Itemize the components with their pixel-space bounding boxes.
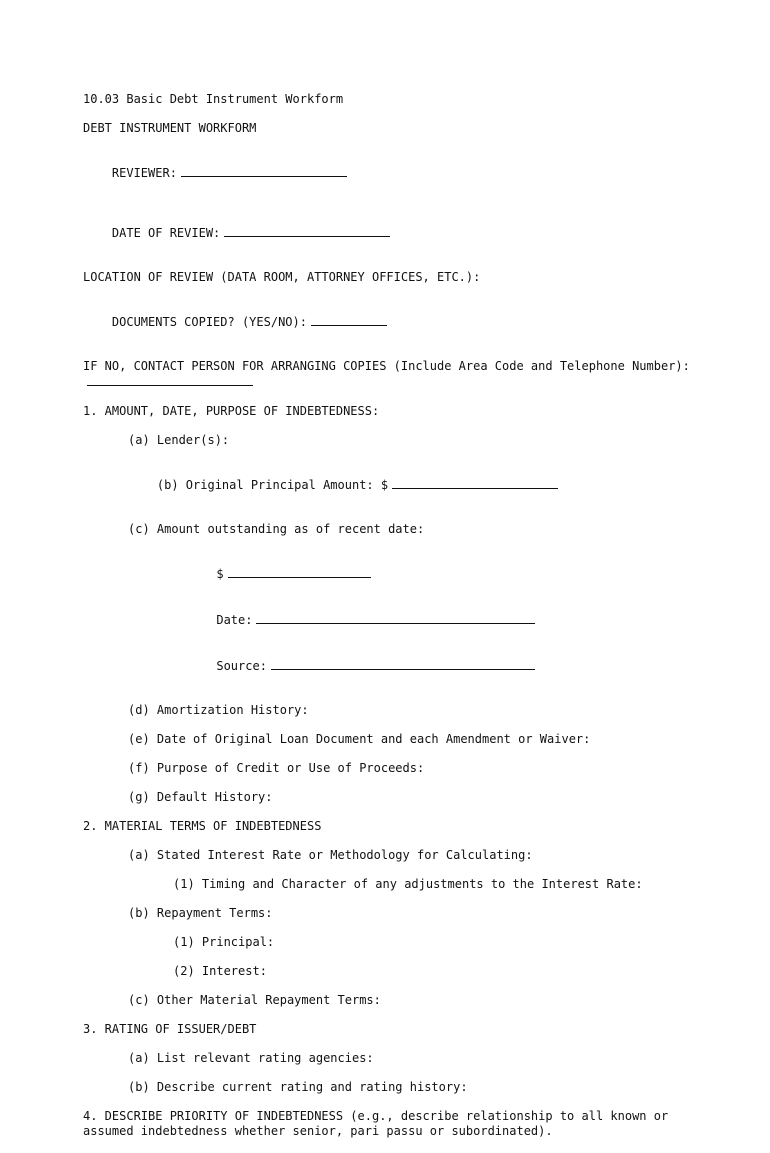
amount-date-label: Date: <box>216 613 253 627</box>
section1-item-b-row <box>83 462 703 508</box>
contact-person-label: IF NO, CONTACT PERSON FOR ARRANGING COPIES (Include Area Code and Telephone Number): <box>83 359 690 373</box>
section2-item-b2: (2) Interest: <box>173 964 267 978</box>
section1-item-a: (a) Lender(s): <box>128 433 230 447</box>
section3-item-a: (a) List relevant rating agencies: <box>128 1051 374 1065</box>
section1-title: 1. AMOUNT, DATE, PURPOSE OF INDEBTEDNESS: <box>83 404 380 418</box>
location-of-review-label: LOCATION OF REVIEW (DATA ROOM, ATTORNEY OFFICES, ETC.): <box>83 270 481 284</box>
document-heading: 10.03 Basic Debt Instrument Workform <box>83 92 344 106</box>
section2-title: 2. MATERIAL TERMS OF INDEBTEDNESS <box>83 819 322 833</box>
amount-source-label: Source: <box>216 659 267 673</box>
date-of-review-row <box>83 210 703 256</box>
reviewer-blank[interactable] <box>181 165 347 177</box>
section3-title: 3. RATING OF ISSUER/DEBT <box>83 1022 257 1036</box>
date-of-review-label: DATE OF REVIEW: <box>111 226 221 240</box>
section1-item-f: (f) Purpose of Credit or Use of Proceeds: <box>128 761 425 775</box>
original-principal-blank[interactable] <box>392 477 558 489</box>
contact-person-row <box>83 359 703 390</box>
section2-item-b1: (1) Principal: <box>173 935 275 949</box>
reviewer-row <box>83 150 703 196</box>
section1-item-g: (g) Default History: <box>128 790 273 804</box>
section4-title: 4. DESCRIBE PRIORITY OF INDEBTEDNESS (e.g., describe relationship to all known or assumed indebtedness whether senior, pari passu or subordinated). <box>83 1109 669 1138</box>
amount-dollar-row <box>173 551 703 597</box>
amount-outstanding-block <box>83 551 703 689</box>
amount-date-row <box>173 597 703 643</box>
amount-dollar-blank[interactable] <box>228 566 371 578</box>
amount-source-blank[interactable] <box>271 658 535 670</box>
document-subheading: DEBT INSTRUMENT WORKFORM <box>83 121 257 135</box>
documents-copied-label: DOCUMENTS COPIED? (YES/NO): <box>111 315 307 329</box>
amount-date-blank[interactable] <box>256 612 535 624</box>
documents-copied-blank[interactable] <box>311 314 387 326</box>
section1-item-b-label: (b) Original Principal Amount: $ <box>156 478 389 492</box>
contact-person-blank[interactable] <box>87 374 253 386</box>
section2-item-b: (b) Repayment Terms: <box>128 906 273 920</box>
section2-item-a1: (1) Timing and Character of any adjustments to the Interest Rate: <box>173 877 643 891</box>
date-of-review-blank[interactable] <box>224 225 390 237</box>
workform-page <box>83 92 703 1153</box>
section2-item-c: (c) Other Material Repayment Terms: <box>128 993 381 1007</box>
section1-item-c: (c) Amount outstanding as of recent date: <box>128 522 425 536</box>
section1-item-d: (d) Amortization History: <box>128 703 309 717</box>
section1-item-e: (e) Date of Original Loan Document and each Amendment or Waiver: <box>128 732 591 746</box>
section2-item-a: (a) Stated Interest Rate or Methodology for Calculating: <box>128 848 533 862</box>
amount-source-row <box>173 643 703 689</box>
section3-item-b: (b) Describe current rating and rating history: <box>128 1080 468 1094</box>
documents-copied-row <box>83 299 703 345</box>
amount-dollar-label: $ <box>216 567 224 581</box>
reviewer-label: REVIEWER: <box>111 166 177 180</box>
